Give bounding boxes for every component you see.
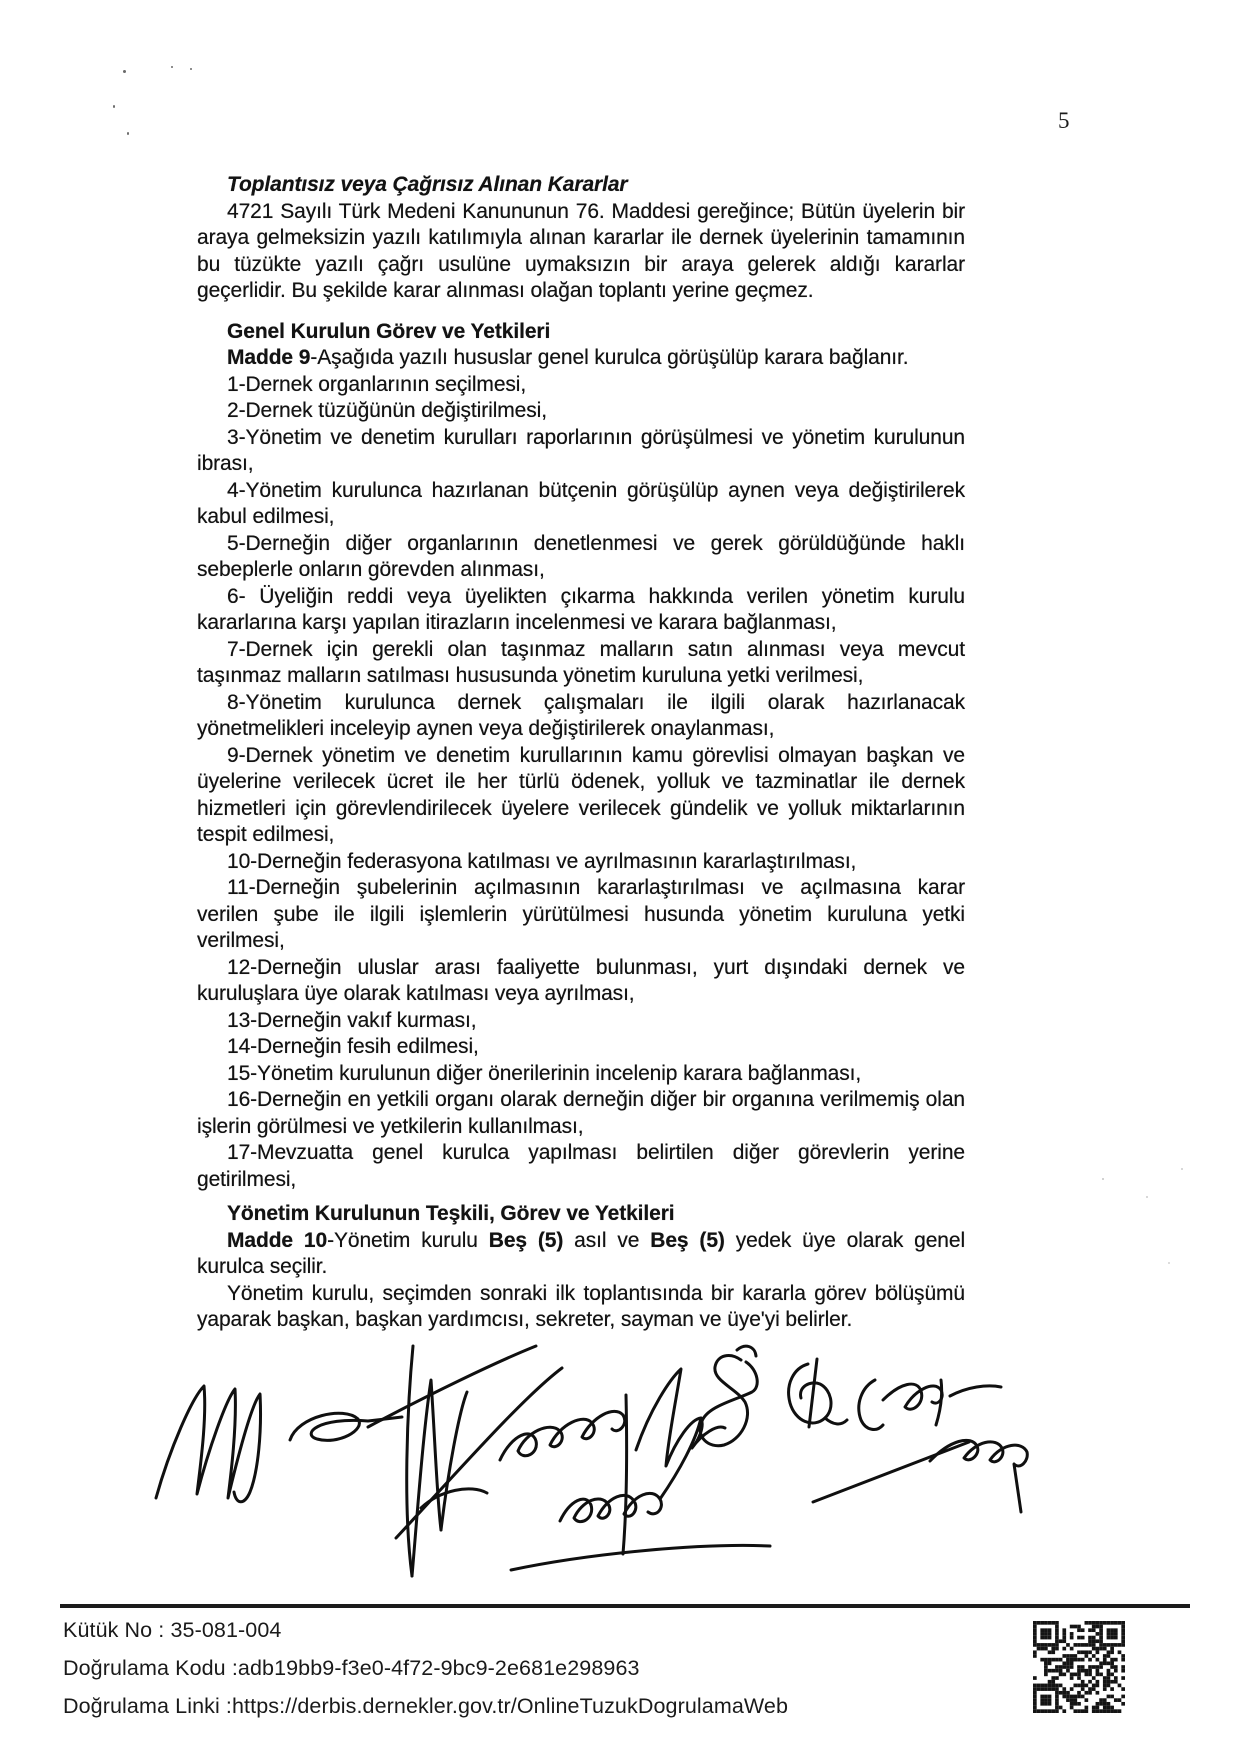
madde-10-bold-1: Beş (5) xyxy=(488,1228,564,1252)
madde-9-line xyxy=(197,345,965,372)
madde-9-item-2: 2-Dernek tüzüğünün değiştirilmesi, xyxy=(227,399,547,422)
paragraph-toplantisiz-kararlar: 4721 Sayılı Türk Medeni Kanununun 76. Maddesi gereğince; Bütün üyelerin bir araya gelmeksizin yazılı katılımıyla alınan kararlar ile dernek üyelerinin tamamının bu tüzükte yazılı çağrı usulüne uymaksızın bir araya gelerek aldığı kararlar geçerlidir. Bu şekilde karar alınması olağan toplantı yerine geçmez. xyxy=(197,199,965,302)
dogrulama-kodu: Doğrulama Kodu :adb19bb9-f3e0-4f72-9bc9-2e681e298963 xyxy=(63,1656,640,1680)
madde-10-label: Madde 10 xyxy=(227,1228,328,1252)
signature-stroke xyxy=(560,1493,661,1521)
scan-speck xyxy=(127,132,129,135)
signature-stroke xyxy=(500,1411,625,1460)
madde-9-item-17: 17-Mevzuatta genel kurulca yapılması belirtilen diğer görevlerin yerine getirilmesi, xyxy=(197,1141,965,1191)
scan-speck xyxy=(190,68,192,70)
section-heading-genel-kurul-gorev: Genel Kurulun Görev ve Yetkileri xyxy=(227,319,551,343)
scan-speck xyxy=(1102,1178,1104,1180)
signature-stroke xyxy=(511,1545,770,1570)
footer-divider xyxy=(60,1604,1190,1608)
signature-stroke xyxy=(407,1346,413,1576)
madde-10-text-1: -Yönetim kurulu xyxy=(327,1228,489,1252)
madde-10-text-2: asıl ve xyxy=(563,1228,651,1252)
madde-10-line xyxy=(197,1228,965,1281)
madde-9-item-10: 10-Derneğin federasyona katılması ve ayrılmasının kararlaştırılması, xyxy=(227,849,857,873)
scan-speck xyxy=(1168,1262,1170,1264)
scan-speck xyxy=(113,105,115,108)
signature-stroke xyxy=(636,1369,725,1466)
scan-speck xyxy=(1181,1168,1183,1170)
signature-stroke xyxy=(813,1442,969,1502)
document-content xyxy=(197,172,965,1334)
dogrulama-linki: Doğrulama Linki :https://derbis.dernekler.gov.tr/OnlineTuzukDogrulamaWeb xyxy=(63,1694,789,1718)
madde-9-item-15: 15-Yönetim kurulunun diğer önerilerinin incelenip karara bağlanması, xyxy=(227,1061,862,1085)
madde-10-bold-2: Beş (5) xyxy=(650,1228,725,1252)
madde-10-text-3: yedek üye olarak genel kurulca seçilir. xyxy=(197,1228,966,1278)
madde-9-item-3: 3-Yönetim ve denetim kurulları raporlarının görüşülmesi ve yönetim kurulunun ibrası, xyxy=(197,425,965,475)
signature-stroke xyxy=(859,1380,883,1429)
madde-9-item-13: 13-Derneğin vakıf kurması, xyxy=(227,1008,477,1032)
section-heading-toplantisiz-kararlar: Toplantısız veya Çağrısız Alınan Kararlar xyxy=(227,173,628,196)
signature-stroke xyxy=(883,1384,942,1409)
signature-stroke xyxy=(156,1386,261,1502)
madde-9-item-12: 12-Derneğin uluslar arası faaliyette bulunması, yurt dışındaki dernek ve kuruluşlara üye olarak katılması veya ayrılması, xyxy=(197,955,965,1005)
signature-stroke xyxy=(412,1380,441,1576)
page-number: 5 xyxy=(1058,108,1070,133)
signature-stroke xyxy=(396,1368,562,1538)
madde-9-item-1: 1-Dernek organlarının seçilmesi, xyxy=(227,372,527,396)
madde-9-item-9: 9-Dernek yönetim ve denetim kurullarının kamu görevlisi olmayan başkan ve üyelerine verilecek ücret ile her türlü ödenek, yolluk ve tazminatlar ile dernek hizmetleri için görevlendirilecek üyelere verilecek gündelik ve yolluk miktarlarının tespit edilmesi, xyxy=(197,743,965,846)
signature-stroke xyxy=(950,1386,1001,1396)
scan-speck xyxy=(171,66,173,68)
handwritten-signatures xyxy=(140,1340,1040,1590)
madde-9-label: Madde 9 xyxy=(227,346,311,369)
madde-9-item-5: 5-Derneğin diğer organlarının denetlenmesi ve gerek görüldüğünde haklı sebeplerle onların görevden alınması, xyxy=(197,531,965,581)
madde-9-item-4: 4-Yönetim kurulunca hazırlanan bütçenin görüşülüp aynen veya değiştirilerek kabul edilmesi, xyxy=(197,478,965,528)
section-heading-yonetim-kurulu: Yönetim Kurulunun Teşkili, Görev ve Yetkileri xyxy=(227,1202,675,1225)
madde-9-item-14: 14-Derneğin fesih edilmesi, xyxy=(227,1035,479,1058)
madde-9-item-8: 8-Yönetim kurulunca dernek çalışmaları ile ilgili olarak hazırlanacak yönetmelikleri inceleyip aynen veya değiştirilerek onaylanması, xyxy=(197,690,965,740)
scan-speck xyxy=(123,70,126,73)
madde-9-item-7: 7-Dernek için gerekli olan taşınmaz malların satın alınması veya mevcut taşınmaz malların satılması hususunda yönetim kuruluna yetki verilmesi, xyxy=(197,637,965,687)
madde-9-item-6: 6- Üyeliğin reddi veya üyelikten çıkarma hakkında verilen yönetim kurulu kararlarına karşı yapılan itirazların incelenmesi ve karara bağlanması, xyxy=(197,584,965,634)
signature-stroke xyxy=(825,1418,847,1424)
paragraph-yonetim-kurulu: Yönetim kurulu, seçimden sonraki ilk toplantısında bir kararla görev bölüşümü yaparak başkan, başkan yardımcısı, sekreter, sayman ve üye'yi belirler. xyxy=(197,1281,965,1331)
madde-9-text: -Aşağıda yazılı hususlar genel kurulca görüşülüp karara bağlanır. xyxy=(310,346,909,369)
signature-stroke xyxy=(737,1346,756,1356)
madde-9-item-16: 16-Derneğin en yetkili organı olarak derneğin diğer bir organına verilmemiş olan işlerin görülmesi ve yetkilerin kullanılması, xyxy=(197,1088,965,1138)
signature-stroke xyxy=(441,1392,467,1530)
qr-code xyxy=(1033,1621,1125,1713)
madde-9-item-11: 11-Derneğin şubelerinin açılmasının kararlaştırılması ve açılmasına karar verilen şube ile ilgili işlemlerin yürütülmesi husunda yönetim kuruluna yetki verilmesi, xyxy=(197,876,965,952)
signature-stroke xyxy=(809,1359,817,1427)
scan-speck xyxy=(1146,1196,1148,1198)
kutuk-no: Kütük No : 35-081-004 xyxy=(63,1618,282,1642)
